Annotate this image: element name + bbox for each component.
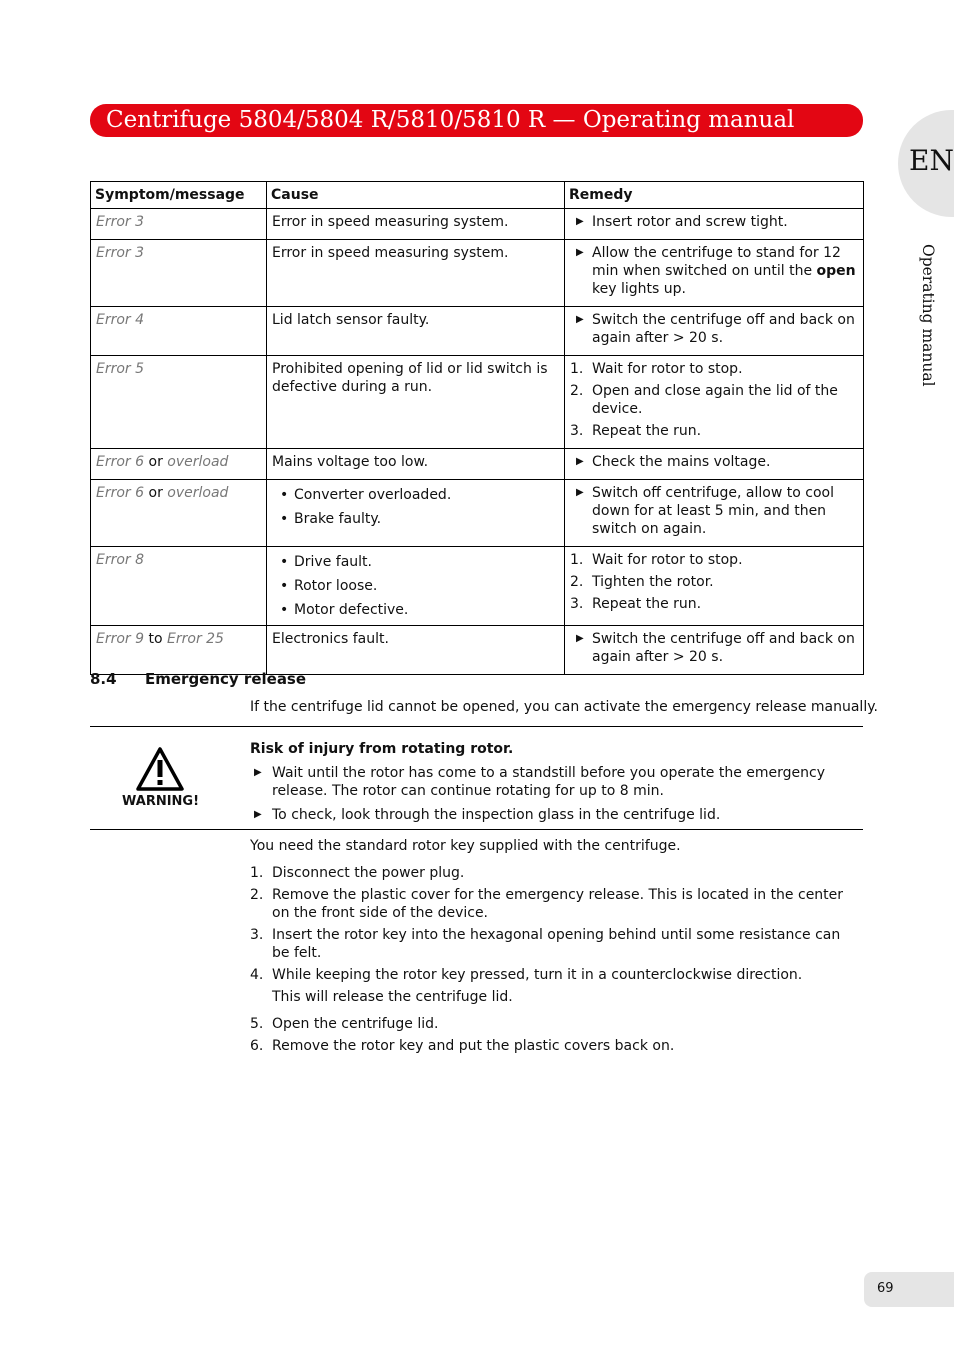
language-tab: [898, 110, 954, 217]
cause-cell: Error in speed measuring system.: [267, 209, 565, 240]
error-code: overload: [167, 485, 229, 501]
procedure-step: [250, 864, 862, 882]
arrow-icon: ▶: [576, 314, 584, 325]
symptom-cell: [91, 209, 267, 240]
remedy-text: key lights up.: [592, 281, 686, 297]
procedure-step: [250, 1015, 862, 1033]
cause-cell: Electronics fault.: [267, 626, 565, 675]
step-number: 1.: [570, 361, 584, 377]
remedy-cell: [565, 449, 864, 480]
remedy-text: Wait for rotor to stop.: [592, 552, 743, 568]
symptom-cell: [91, 449, 267, 480]
manual-title-banner: Centrifuge 5804/5804 R/5810/5810 R — Operating manual: [90, 104, 863, 137]
warning-label: WARNING!: [122, 794, 200, 809]
remedy-step: [570, 551, 858, 569]
remedy-step: [570, 630, 858, 666]
step-text: Remove the rotor key and put the plastic covers back on.: [272, 1038, 675, 1054]
remedy-text: Tighten the rotor.: [592, 574, 714, 590]
step-note: This will release the centrifuge lid.: [272, 989, 513, 1005]
table-row: [91, 547, 864, 626]
error-code: Error 5: [96, 361, 145, 377]
table-row: [91, 356, 864, 449]
warning-bottom-rule: [90, 829, 863, 830]
remedy-cell: [565, 209, 864, 240]
cause-bullet: [272, 486, 559, 504]
cause-text: Rotor loose.: [294, 578, 378, 594]
remedy-text: Repeat the run.: [592, 423, 702, 439]
procedure-step: [250, 1037, 862, 1055]
cause-text: Brake faulty.: [294, 511, 382, 527]
remedy-text: Switch the centrifuge off and back on again after > 20 s.: [592, 312, 855, 346]
remedy-step: [570, 453, 858, 471]
remedy-cell: [565, 547, 864, 626]
cause-cell: Lid latch sensor faulty.: [267, 307, 565, 356]
table-row: [91, 209, 864, 240]
arrow-icon: ▶: [576, 487, 584, 498]
connector-text: to: [144, 631, 168, 647]
error-code: overload: [167, 454, 229, 470]
table-row: [91, 626, 864, 675]
remedy-text: Open and close again the lid of the device.: [592, 383, 838, 417]
procedure-lead: You need the standard rotor key supplied with the centrifuge.: [250, 838, 681, 854]
remedy-text: Wait for rotor to stop.: [592, 361, 743, 377]
error-code: Error 6: [96, 485, 145, 501]
step-number: 3.: [250, 927, 264, 943]
step-number: 1.: [250, 865, 264, 881]
table-row: [91, 480, 864, 547]
procedure-step: [250, 926, 862, 962]
arrow-icon: ▶: [576, 456, 584, 467]
remedy-cell: [565, 480, 864, 547]
remedy-cell: [565, 307, 864, 356]
cause-cell: [267, 547, 565, 626]
cause-bullet: [272, 553, 559, 571]
step-text: Disconnect the power plug.: [272, 865, 465, 881]
step-number: 2.: [250, 887, 264, 903]
cause-cell: Mains voltage too low.: [267, 449, 565, 480]
arrow-icon: ▶: [254, 767, 262, 778]
symptom-cell: [91, 547, 267, 626]
symptom-cell: [91, 626, 267, 675]
remedy-text: Switch off centrifuge, allow to cool down for at least 5 min, and then switch on again.: [592, 485, 834, 537]
remedy-cell: [565, 356, 864, 449]
cause-cell: Prohibited opening of lid or lid switch is defective during a run.: [267, 356, 565, 449]
error-code: Error 8: [96, 552, 145, 568]
remedy-step: [570, 213, 858, 231]
open-key-label: open: [816, 263, 856, 279]
remedy-step: [570, 244, 858, 298]
remedy-step: [570, 382, 858, 418]
bullet-icon: •: [280, 511, 289, 527]
remedy-text: Allow the centrifuge to stand for 12 min when switched on until the: [592, 245, 841, 279]
symptom-cell: [91, 240, 267, 307]
warning-item: [250, 806, 862, 824]
bullet-icon: •: [280, 578, 289, 594]
warning-body: [250, 740, 862, 830]
warning-triangle-icon: [135, 746, 185, 796]
cause-bullet: [272, 510, 559, 528]
remedy-cell: [565, 240, 864, 307]
table-row: [91, 240, 864, 307]
remedy-text: Repeat the run.: [592, 596, 702, 612]
remedy-cell: [565, 626, 864, 675]
symptom-cell: [91, 307, 267, 356]
warning-text: Wait until the rotor has come to a standstill before you operate the emergency release. The rotor can continue rotating for up to 8 min.: [272, 765, 826, 799]
step-number: 4.: [250, 967, 264, 983]
error-table: [90, 181, 864, 675]
step-number: 2.: [570, 383, 584, 399]
step-text: Open the centrifuge lid.: [272, 1016, 439, 1032]
error-code: Error 4: [96, 312, 145, 328]
remedy-step: [570, 573, 858, 591]
step-text: While keeping the rotor key pressed, turn it in a counterclockwise direction.: [272, 967, 803, 983]
header-cause: Cause: [267, 182, 565, 209]
warning-item: [250, 764, 862, 800]
bullet-icon: •: [280, 554, 289, 570]
cause-text: Drive fault.: [294, 554, 372, 570]
arrow-icon: ▶: [576, 216, 584, 227]
error-code: Error 6: [96, 454, 145, 470]
remedy-step: [570, 311, 858, 347]
page-number: 69: [877, 1281, 894, 1296]
cause-text: Motor defective.: [294, 602, 409, 618]
procedure-step: [250, 886, 862, 922]
step-number: 3.: [570, 423, 584, 439]
bullet-icon: •: [280, 602, 289, 618]
header-remedy: Remedy: [565, 182, 864, 209]
arrow-icon: ▶: [576, 633, 584, 644]
remedy-step: [570, 595, 858, 613]
warning-title: Risk of injury from rotating rotor.: [250, 741, 514, 757]
warning-text: To check, look through the inspection glass in the centrifuge lid.: [272, 807, 721, 823]
remedy-step: [570, 484, 858, 538]
symptom-cell: [91, 356, 267, 449]
cause-cell: Error in speed measuring system.: [267, 240, 565, 307]
remedy-text: Switch the centrifuge off and back on again after > 20 s.: [592, 631, 855, 665]
error-code: Error 25: [167, 631, 224, 647]
error-code: Error 9: [96, 631, 145, 647]
section-title: Emergency release: [145, 670, 307, 688]
step-text: Insert the rotor key into the hexagonal opening behind until some resistance can be felt.: [272, 927, 841, 961]
page-number-tab: [864, 1272, 954, 1307]
remedy-step: [570, 360, 858, 378]
connector-text: or: [144, 485, 168, 501]
table-row: [91, 307, 864, 356]
step-number: 1.: [570, 552, 584, 568]
cause-bullet: [272, 601, 559, 619]
cause-cell: [267, 480, 565, 547]
cause-text: Converter overloaded.: [294, 487, 452, 503]
error-code: Error 3: [96, 245, 145, 261]
header-symptom: Symptom/message: [91, 182, 267, 209]
step-number: 5.: [250, 1016, 264, 1032]
section-number: 8.4: [90, 670, 117, 688]
table-header-row: [91, 182, 864, 209]
arrow-icon: ▶: [254, 809, 262, 820]
symptom-cell: [91, 480, 267, 547]
step-number: 6.: [250, 1038, 264, 1054]
remedy-step: [570, 422, 858, 440]
cause-bullet: [272, 577, 559, 595]
remedy-text: Insert rotor and screw tight.: [592, 214, 788, 230]
procedure-step: [250, 966, 862, 984]
table-row: [91, 449, 864, 480]
step-number: 2.: [570, 574, 584, 590]
remedy-text: Check the mains voltage.: [592, 454, 771, 470]
side-section-label: Operating manual: [919, 244, 937, 387]
bullet-icon: •: [280, 487, 289, 503]
section-intro: If the centrifuge lid cannot be opened, you can activate the emergency release manually.: [250, 699, 878, 715]
arrow-icon: ▶: [576, 247, 584, 258]
warning-top-rule: [90, 726, 863, 727]
connector-text: or: [144, 454, 168, 470]
step-number: 3.: [570, 596, 584, 612]
language-code: EN: [909, 144, 954, 177]
step-text: Remove the plastic cover for the emergency release. This is located in the center on the front side of the device.: [272, 887, 844, 921]
procedure-steps: [250, 837, 862, 1059]
error-code: Error 3: [96, 214, 145, 230]
